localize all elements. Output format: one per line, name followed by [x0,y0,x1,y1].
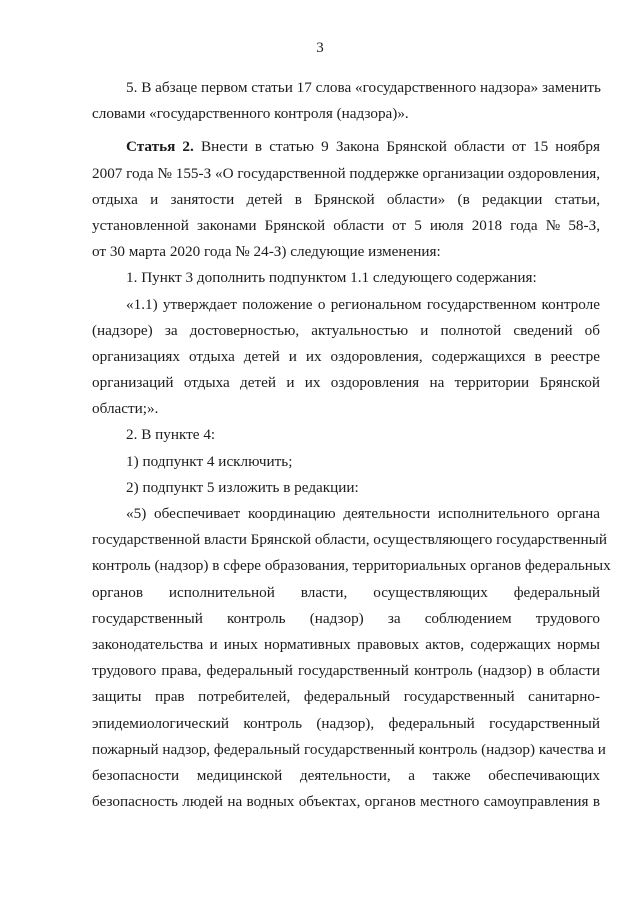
text-line: от 30 марта 2020 года № 24-З) следующие изменения: [92,243,441,261]
text-line: безопасности медицинской деятельности, а также обеспечивающих [92,766,600,784]
article-label: Статья 2. [126,138,194,156]
text-line: безопасность людей на водных объектах, органов местного самоуправления в [92,793,600,811]
text-line: 1. Пункт 3 дополнить подпунктом 1.1 следующего содержания: [126,269,537,287]
text-line: законодательства и иных нормативных правовых актов, содержащих нормы [92,635,600,653]
text-line: «1.1) утверждает положение о региональном государственном контроле [126,295,600,313]
text-line: словами «государственного контроля (надзора)». [92,105,409,123]
text-line: контроль (надзор) в сфере образования, территориальных органов федеральных [92,557,611,575]
text-line: пожарный надзор, федеральный государственный контроль (надзор) качества и [92,740,606,758]
text-line: 1) подпункт 4 исключить; [126,452,293,470]
text-line: защиты прав потребителей, федеральный государственный санитарно- [92,688,600,706]
text-fragment: Внести в статью 9 Закона Брянской области от 15 ноября [200,138,600,156]
text-line: установленной законами Брянской области от 5 июля 2018 года № 58-З, [92,216,600,234]
article-heading-line [92,134,600,160]
text-line: организациях отдыха детей и их оздоровления, содержащихся в реестре [92,347,600,365]
text-line: 2007 года № 155-З «О государственной поддержке организации оздоровления, [92,164,600,182]
document-body [92,75,611,815]
text-line: области;». [92,400,159,418]
text-line: «5) обеспечивает координацию деятельности исполнительного органа [126,505,600,522]
text-line: отдыха и занятости детей в Брянской области» (в редакции статьи, [92,190,600,208]
text-line: государственный контроль (надзор) за соблюдением трудового [92,609,600,627]
page-number: 3 [316,40,324,56]
text-line: государственной власти Брянской области, осуществляющего государственный [92,531,607,549]
text-line: 2. В пункте 4: [126,426,216,444]
text-line: (надзоре) за достоверностью, актуальностью и полнотой сведений об [92,321,600,339]
text-line: трудового права, федеральный государственный контроль (надзор) в области [92,662,600,680]
text-line: 5. В абзаце первом статьи 17 слова «государственного надзора» заменить [126,79,601,96]
text-line: эпидемиологический контроль (надзор), федеральный государственный [92,714,600,732]
text-line: 2) подпункт 5 изложить в редакции: [126,478,359,496]
text-line: органов исполнительной власти, осуществляющих федеральный [92,583,600,601]
text-line: организаций отдыха детей и их оздоровления на территории Брянской [92,374,600,392]
